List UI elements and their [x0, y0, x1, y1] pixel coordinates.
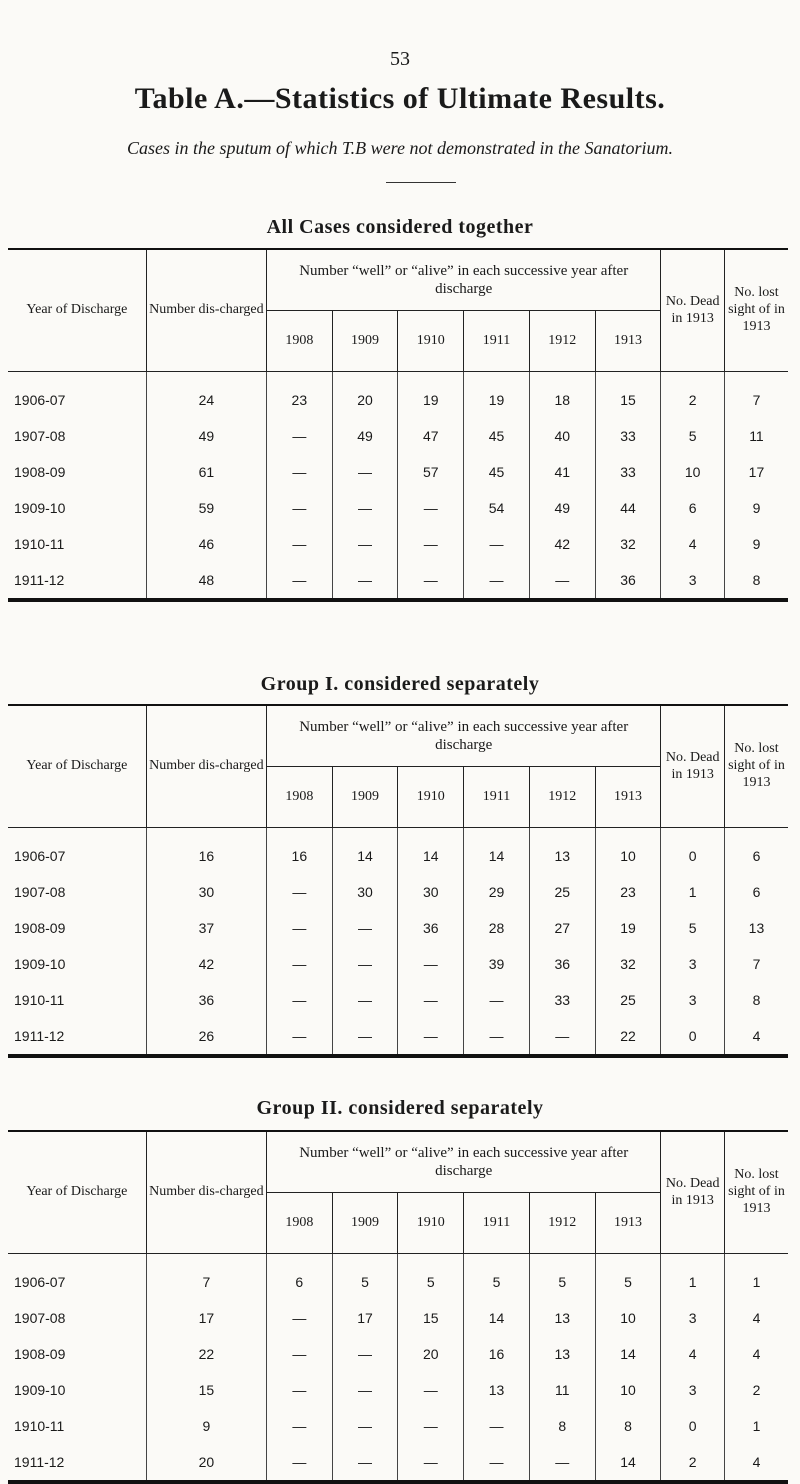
table-row — [8, 910, 788, 946]
header-year-1909: 1909 — [332, 311, 398, 372]
cell-well-1913: 32 — [595, 946, 661, 982]
cell-dead: 3 — [661, 1300, 724, 1336]
cell-dead: 4 — [661, 526, 724, 562]
cell-well-1908: 16 — [266, 828, 332, 875]
cell-lost-sight: 4 — [724, 1018, 788, 1056]
table-row — [8, 454, 788, 490]
statistics-table — [8, 248, 788, 602]
cell-well-1908: — — [266, 910, 332, 946]
cell-well-1908: — — [266, 1300, 332, 1336]
cell-year-of-discharge: 1911-12 — [14, 572, 65, 588]
cell-lost-sight: 8 — [724, 562, 788, 600]
cell-number-discharged: 36 — [146, 982, 266, 1018]
cell-well-1911: 19 — [464, 372, 530, 419]
cell-well-1909: — — [332, 982, 398, 1018]
cell-well-1909: — — [332, 1408, 398, 1444]
cell-lost-sight: 4 — [724, 1300, 788, 1336]
cell-well-1909: — — [332, 946, 398, 982]
cell-well-1912: 42 — [529, 526, 595, 562]
cell-well-1910: 5 — [398, 1254, 464, 1301]
cell-well-1912: 36 — [529, 946, 595, 982]
cell-well-1911: 16 — [464, 1336, 530, 1372]
cell-year-of-discharge: 1909-10 — [14, 1382, 66, 1398]
header-year-1913: 1913 — [595, 767, 661, 828]
cell-well-1910: — — [398, 526, 464, 562]
cell-dead: 0 — [661, 1408, 724, 1444]
header-well-or-alive: Number “well” or “alive” in each successive year after discharge — [266, 249, 661, 311]
table-row — [8, 828, 788, 875]
cell-year-of-discharge: 1911-12 — [14, 1454, 65, 1470]
cell-well-1910: 20 — [398, 1336, 464, 1372]
header-year-1910: 1910 — [398, 1193, 464, 1254]
header-year-1912: 1912 — [529, 767, 595, 828]
cell-well-1913: 33 — [595, 454, 661, 490]
cell-dead: 0 — [661, 1018, 724, 1056]
table-row — [8, 1408, 788, 1444]
header-year: Year of Discharge — [26, 1184, 128, 1200]
cell-well-1913: 5 — [595, 1254, 661, 1301]
table-row — [8, 1444, 788, 1482]
cell-well-1912: — — [529, 1444, 595, 1482]
cell-well-1911: 14 — [464, 1300, 530, 1336]
cell-well-1910: — — [398, 1018, 464, 1056]
section-heading: Group II. considered separately — [256, 1097, 544, 1119]
cell-well-1911: 14 — [464, 828, 530, 875]
cell-number-discharged: 30 — [146, 874, 266, 910]
cell-well-1910: — — [398, 490, 464, 526]
cell-well-1911: — — [464, 562, 530, 600]
cell-well-1912: 25 — [529, 874, 595, 910]
header-number-discharged: Number dis-charged — [146, 705, 266, 828]
cell-dead: 0 — [661, 828, 724, 875]
header-well-or-alive: Number “well” or “alive” in each successive year after discharge — [266, 1131, 661, 1193]
cell-dead: 3 — [661, 982, 724, 1018]
page-title: Table A.—Statistics of Ultimate Results. — [134, 82, 666, 115]
cell-well-1913: 44 — [595, 490, 661, 526]
cell-lost-sight: 11 — [724, 418, 788, 454]
cell-year-of-discharge: 1911-12 — [14, 1028, 65, 1044]
cell-well-1911: 54 — [464, 490, 530, 526]
cell-well-1912: 18 — [529, 372, 595, 419]
cell-dead: 5 — [661, 910, 724, 946]
cell-well-1908: 23 — [266, 372, 332, 419]
cell-lost-sight: 17 — [724, 454, 788, 490]
cell-number-discharged: 59 — [146, 490, 266, 526]
header-year-1912: 1912 — [529, 1193, 595, 1254]
cell-well-1912: 13 — [529, 828, 595, 875]
cell-well-1912: 49 — [529, 490, 595, 526]
cell-lost-sight: 4 — [724, 1336, 788, 1372]
cell-well-1912: 8 — [529, 1408, 595, 1444]
header-lost-sight: No. lost sight of in 1913 — [724, 249, 788, 372]
cell-well-1913: 15 — [595, 372, 661, 419]
cell-lost-sight: 9 — [724, 526, 788, 562]
cell-year-of-discharge: 1908-09 — [14, 1346, 66, 1362]
cell-number-discharged: 42 — [146, 946, 266, 982]
cell-year-of-discharge: 1907-08 — [14, 428, 66, 444]
table-row — [8, 874, 788, 910]
cell-well-1911: 45 — [464, 418, 530, 454]
cell-dead: 3 — [661, 1372, 724, 1408]
cell-year-of-discharge: 1910-11 — [14, 992, 65, 1008]
cell-lost-sight: 6 — [724, 874, 788, 910]
cell-well-1909: 5 — [332, 1254, 398, 1301]
cell-number-discharged: 22 — [146, 1336, 266, 1372]
table-row — [8, 982, 788, 1018]
header-lost-sight: No. lost sight of in 1913 — [724, 705, 788, 828]
header-dead: No. Dead in 1913 — [661, 705, 724, 828]
cell-lost-sight: 8 — [724, 982, 788, 1018]
header-year-1908: 1908 — [266, 311, 332, 372]
header-dead: No. Dead in 1913 — [661, 1131, 724, 1254]
table-row — [8, 1300, 788, 1336]
cell-well-1908: — — [266, 454, 332, 490]
cell-year-of-discharge: 1906-07 — [14, 392, 66, 408]
cell-well-1911: 5 — [464, 1254, 530, 1301]
header-year-1908: 1908 — [266, 1193, 332, 1254]
cell-well-1913: 19 — [595, 910, 661, 946]
cell-year-of-discharge: 1909-10 — [14, 500, 66, 516]
cell-well-1910: 15 — [398, 1300, 464, 1336]
cell-well-1909: — — [332, 1018, 398, 1056]
cell-well-1910: 57 — [398, 454, 464, 490]
cell-well-1910: — — [398, 1408, 464, 1444]
cell-dead: 3 — [661, 946, 724, 982]
cell-number-discharged: 37 — [146, 910, 266, 946]
cell-well-1910: 36 — [398, 910, 464, 946]
cell-well-1913: 32 — [595, 526, 661, 562]
cell-lost-sight: 4 — [724, 1444, 788, 1482]
header-year: Year of Discharge — [26, 758, 128, 774]
cell-well-1913: 10 — [595, 828, 661, 875]
cell-dead: 2 — [661, 1444, 724, 1482]
cell-well-1913: 10 — [595, 1372, 661, 1408]
cell-lost-sight: 9 — [724, 490, 788, 526]
cell-well-1908: — — [266, 490, 332, 526]
cell-well-1913: 10 — [595, 1300, 661, 1336]
header-lost-sight: No. lost sight of in 1913 — [724, 1131, 788, 1254]
cell-well-1912: 13 — [529, 1336, 595, 1372]
cell-dead: 1 — [661, 1254, 724, 1301]
header-year-1913: 1913 — [595, 1193, 661, 1254]
cell-well-1913: 25 — [595, 982, 661, 1018]
cell-well-1908: — — [266, 874, 332, 910]
table-row — [8, 562, 788, 600]
section-heading: All Cases considered together — [266, 216, 534, 238]
cell-year-of-discharge: 1910-11 — [14, 536, 65, 552]
cell-well-1908: — — [266, 562, 332, 600]
cell-well-1910: 30 — [398, 874, 464, 910]
cell-year-of-discharge: 1906-07 — [14, 1274, 66, 1290]
cell-well-1908: 6 — [266, 1254, 332, 1301]
cell-well-1909: 20 — [332, 372, 398, 419]
cell-well-1911: — — [464, 1018, 530, 1056]
cell-well-1912: 13 — [529, 1300, 595, 1336]
section-heading: Group I. considered separately — [260, 673, 540, 695]
table-row — [8, 946, 788, 982]
header-dead: No. Dead in 1913 — [661, 249, 724, 372]
statistics-table — [8, 704, 788, 1058]
cell-dead: 6 — [661, 490, 724, 526]
cell-well-1912: 11 — [529, 1372, 595, 1408]
cell-well-1908: — — [266, 946, 332, 982]
cell-well-1908: — — [266, 982, 332, 1018]
header-year-1911: 1911 — [464, 767, 530, 828]
cell-well-1909: 49 — [332, 418, 398, 454]
header-year-1908: 1908 — [266, 767, 332, 828]
cell-well-1908: — — [266, 1408, 332, 1444]
cell-dead: 2 — [661, 372, 724, 419]
cell-lost-sight: 1 — [724, 1254, 788, 1301]
cell-well-1910: 47 — [398, 418, 464, 454]
cell-year-of-discharge: 1908-09 — [14, 920, 66, 936]
cell-well-1909: — — [332, 1444, 398, 1482]
cell-well-1909: — — [332, 526, 398, 562]
cell-well-1909: — — [332, 1336, 398, 1372]
table-row — [8, 1372, 788, 1408]
cell-well-1911: 28 — [464, 910, 530, 946]
header-number-discharged: Number dis-charged — [146, 249, 266, 372]
header-well-or-alive: Number “well” or “alive” in each successive year after discharge — [266, 705, 661, 767]
cell-well-1912: 27 — [529, 910, 595, 946]
cell-number-discharged: 61 — [146, 454, 266, 490]
header-year-1910: 1910 — [398, 311, 464, 372]
cell-year-of-discharge: 1907-08 — [14, 1310, 66, 1326]
statistics-table — [8, 1130, 788, 1484]
cell-well-1911: 45 — [464, 454, 530, 490]
header-year-1912: 1912 — [529, 311, 595, 372]
table-row — [8, 1018, 788, 1056]
cell-year-of-discharge: 1909-10 — [14, 956, 66, 972]
cell-well-1913: 8 — [595, 1408, 661, 1444]
cell-well-1911: 29 — [464, 874, 530, 910]
cell-well-1912: 40 — [529, 418, 595, 454]
cell-well-1910: — — [398, 1372, 464, 1408]
cell-well-1913: 14 — [595, 1336, 661, 1372]
cell-number-discharged: 16 — [146, 828, 266, 875]
cell-well-1908: — — [266, 1018, 332, 1056]
cell-well-1908: — — [266, 526, 332, 562]
cell-well-1911: 13 — [464, 1372, 530, 1408]
table-row — [8, 526, 788, 562]
cell-year-of-discharge: 1910-11 — [14, 1418, 65, 1434]
cell-lost-sight: 1 — [724, 1408, 788, 1444]
cell-well-1909: — — [332, 454, 398, 490]
cell-well-1909: 14 — [332, 828, 398, 875]
cell-dead: 4 — [661, 1336, 724, 1372]
header-year: Year of Discharge — [26, 302, 128, 318]
header-year-1909: 1909 — [332, 1193, 398, 1254]
header-year-1909: 1909 — [332, 767, 398, 828]
cell-well-1912: — — [529, 562, 595, 600]
cell-dead: 10 — [661, 454, 724, 490]
cell-lost-sight: 13 — [724, 910, 788, 946]
cell-well-1911: — — [464, 982, 530, 1018]
cell-well-1913: 22 — [595, 1018, 661, 1056]
table-row — [8, 418, 788, 454]
cell-lost-sight: 7 — [724, 946, 788, 982]
cell-well-1912: 41 — [529, 454, 595, 490]
cell-well-1912: 5 — [529, 1254, 595, 1301]
cell-number-discharged: 20 — [146, 1444, 266, 1482]
cell-well-1909: — — [332, 490, 398, 526]
cell-well-1913: 33 — [595, 418, 661, 454]
cell-well-1913: 36 — [595, 562, 661, 600]
header-year-1911: 1911 — [464, 311, 530, 372]
cell-lost-sight: 6 — [724, 828, 788, 875]
cell-well-1908: — — [266, 418, 332, 454]
cell-well-1908: — — [266, 1444, 332, 1482]
cell-well-1910: — — [398, 1444, 464, 1482]
cell-dead: 5 — [661, 418, 724, 454]
cell-well-1910: 14 — [398, 828, 464, 875]
cell-dead: 3 — [661, 562, 724, 600]
cell-well-1912: — — [529, 1018, 595, 1056]
cell-number-discharged: 9 — [146, 1408, 266, 1444]
cell-year-of-discharge: 1908-09 — [14, 464, 66, 480]
page-subtitle: Cases in the sputum of which T.B were not demonstrated in the Sanatorium. — [127, 138, 673, 158]
cell-well-1909: 30 — [332, 874, 398, 910]
cell-number-discharged: 46 — [146, 526, 266, 562]
cell-well-1909: 17 — [332, 1300, 398, 1336]
cell-well-1913: 14 — [595, 1444, 661, 1482]
cell-well-1908: — — [266, 1372, 332, 1408]
cell-number-discharged: 49 — [146, 418, 266, 454]
cell-well-1910: — — [398, 982, 464, 1018]
cell-number-discharged: 24 — [146, 372, 266, 419]
cell-well-1911: — — [464, 526, 530, 562]
cell-number-discharged: 26 — [146, 1018, 266, 1056]
cell-well-1912: 33 — [529, 982, 595, 1018]
cell-lost-sight: 7 — [724, 372, 788, 419]
cell-year-of-discharge: 1907-08 — [14, 884, 66, 900]
cell-well-1911: 39 — [464, 946, 530, 982]
cell-well-1910: 19 — [398, 372, 464, 419]
cell-well-1910: — — [398, 946, 464, 982]
cell-well-1909: — — [332, 1372, 398, 1408]
cell-well-1909: — — [332, 910, 398, 946]
cell-well-1911: — — [464, 1408, 530, 1444]
cell-well-1908: — — [266, 1336, 332, 1372]
cell-well-1910: — — [398, 562, 464, 600]
cell-number-discharged: 48 — [146, 562, 266, 600]
cell-well-1913: 23 — [595, 874, 661, 910]
cell-well-1909: — — [332, 562, 398, 600]
cell-number-discharged: 7 — [146, 1254, 266, 1301]
cell-lost-sight: 2 — [724, 1372, 788, 1408]
table-row — [8, 372, 788, 419]
page-number: 53 — [390, 48, 410, 70]
cell-number-discharged: 17 — [146, 1300, 266, 1336]
subtitle-rule — [386, 182, 456, 183]
header-year-1911: 1911 — [464, 1193, 530, 1254]
cell-year-of-discharge: 1906-07 — [14, 848, 66, 864]
table-row — [8, 1254, 788, 1301]
header-number-discharged: Number dis-charged — [146, 1131, 266, 1254]
cell-number-discharged: 15 — [146, 1372, 266, 1408]
cell-dead: 1 — [661, 874, 724, 910]
cell-well-1911: — — [464, 1444, 530, 1482]
header-year-1913: 1913 — [595, 311, 661, 372]
header-year-1910: 1910 — [398, 767, 464, 828]
table-row — [8, 1336, 788, 1372]
table-row — [8, 490, 788, 526]
